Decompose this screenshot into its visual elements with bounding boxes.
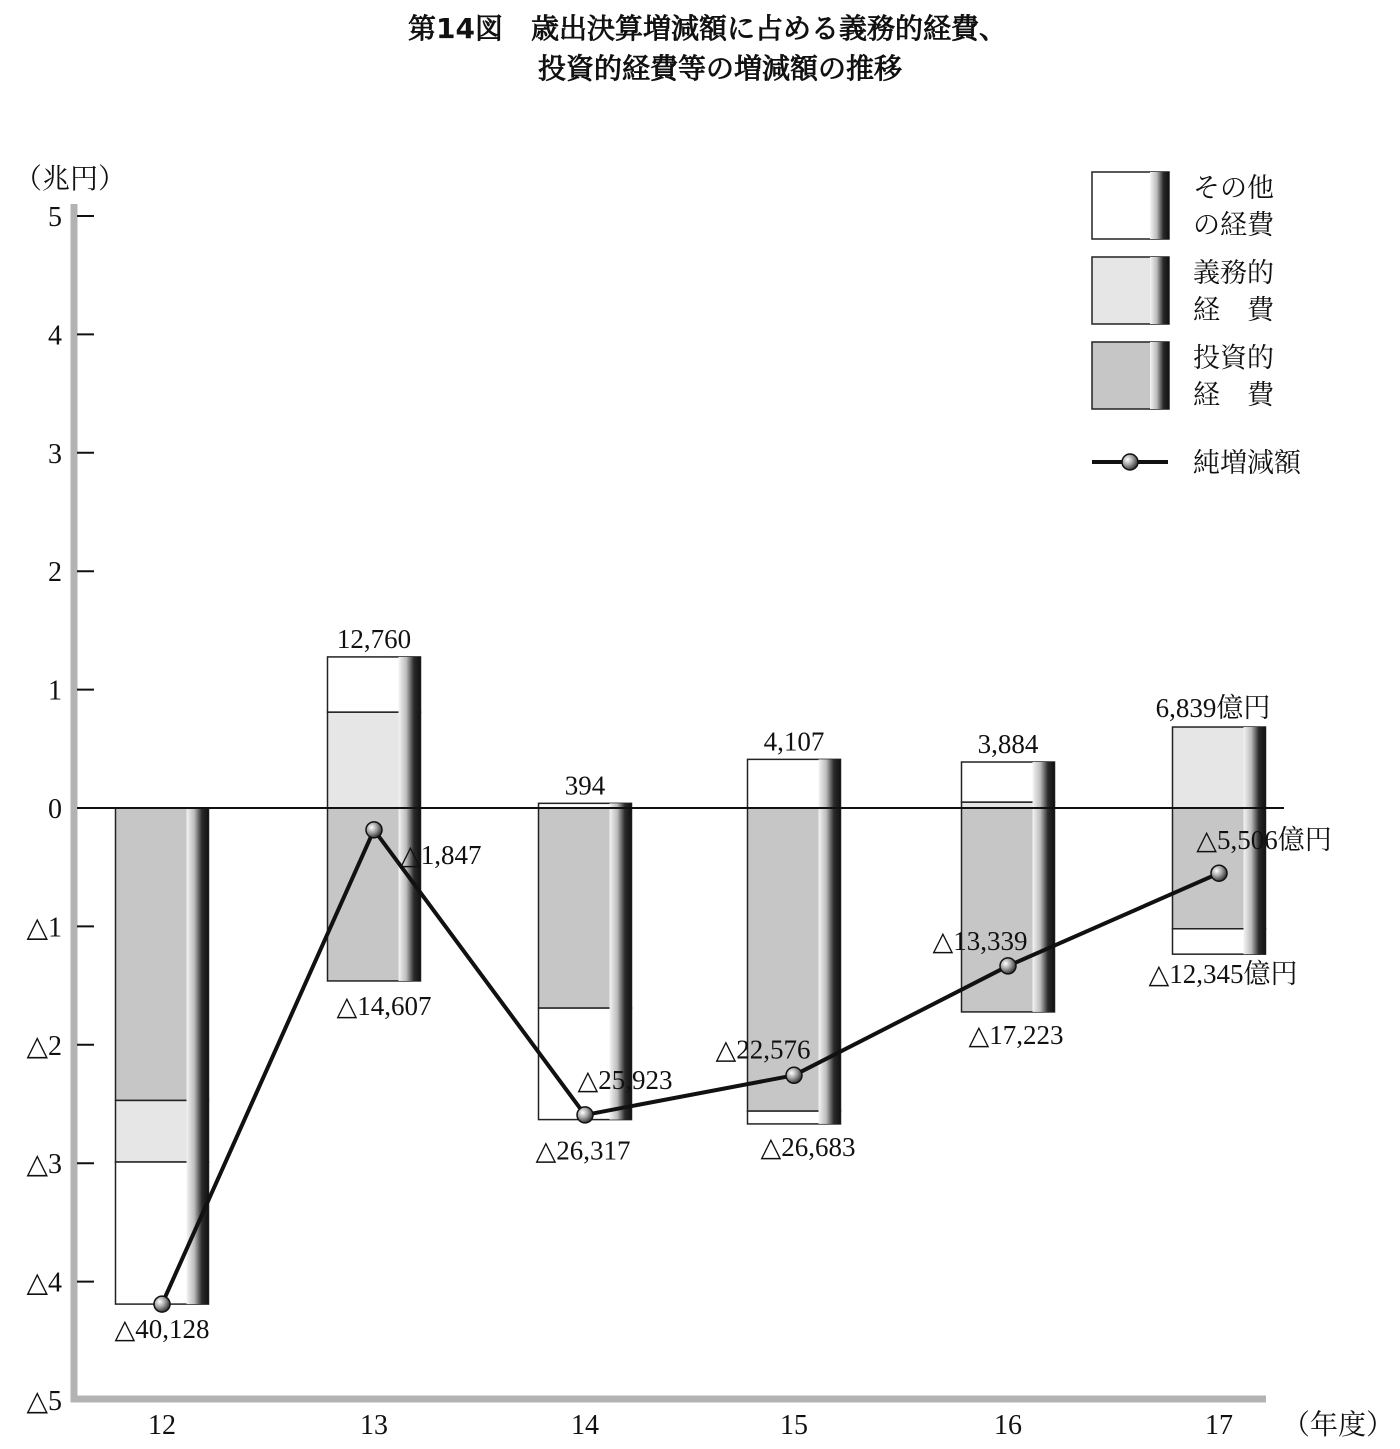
data-labels — [114, 624, 1331, 1344]
y-tick-label: △5 — [26, 1386, 62, 1417]
legend — [1092, 172, 1302, 479]
legend-label: 経 費 — [1193, 295, 1274, 326]
bar-shade-16 — [1033, 762, 1055, 1012]
y-tick-label: 2 — [48, 557, 62, 589]
y-tick-label: 5 — [48, 202, 62, 233]
data-label: △14,607 — [336, 990, 432, 1021]
x-tick-label: 17 — [1205, 1410, 1233, 1441]
data-label: 394 — [564, 770, 606, 801]
data-label: 6,839億円 — [1155, 693, 1271, 724]
data-label: △12,345億円 — [1148, 959, 1298, 990]
legend-marker-swatch — [1122, 454, 1138, 470]
data-label: △26,317 — [535, 1135, 631, 1166]
y-unit-label: （兆円） — [14, 164, 127, 195]
y-tick-label: △3 — [26, 1149, 62, 1181]
y-tick-label: △1 — [26, 912, 62, 944]
axes — [26, 202, 1266, 1441]
data-label: △13,339 — [932, 925, 1028, 956]
bars-group — [116, 657, 1266, 1304]
y-tick-label: 1 — [48, 675, 62, 707]
bar-shade-13 — [399, 657, 421, 981]
data-label: △5,506億円 — [1196, 825, 1332, 856]
data-label: 4,107 — [763, 726, 825, 757]
y-tick-label: 3 — [48, 438, 62, 470]
net-change-markers — [154, 822, 1227, 1312]
data-label: △17,223 — [968, 1019, 1064, 1050]
x-unit-label: （年度） — [1282, 1410, 1395, 1441]
chart-title-line-2: 投資的経費等の増減額の推移 — [538, 52, 903, 85]
data-label: △40,128 — [114, 1314, 210, 1345]
legend-label: 純増減額 — [1193, 448, 1301, 479]
legend-label: その他 — [1193, 173, 1274, 204]
bar-shade-12 — [187, 808, 209, 1304]
legend-label: 投資的 — [1193, 343, 1274, 374]
legend-label: 義務的 — [1193, 258, 1274, 289]
net-change-point-12 — [154, 1296, 170, 1312]
net-change-line — [162, 830, 1219, 1304]
legend-label: の経費 — [1193, 210, 1274, 241]
x-tick-label: 12 — [148, 1410, 176, 1441]
y-tick-label: △2 — [26, 1030, 62, 1062]
legend-label: 経 費 — [1193, 380, 1274, 411]
net-change-point-17 — [1211, 865, 1227, 881]
net-change-point-13 — [366, 822, 382, 838]
y-tick-label: 4 — [48, 320, 62, 352]
data-label: 3,884 — [977, 729, 1039, 760]
y-tick-label: △4 — [26, 1267, 62, 1299]
chart-title-line-1: 第14図 歳出決算増減額に占める義務的経費、 — [408, 12, 1007, 45]
data-label: △1,847 — [400, 839, 482, 870]
x-tick-label: 15 — [780, 1410, 808, 1441]
data-label: △26,683 — [760, 1131, 856, 1162]
x-tick-label: 16 — [994, 1410, 1022, 1441]
x-tick-label: 13 — [360, 1410, 388, 1441]
y-tick-label: 0 — [48, 794, 62, 825]
legend-swatch-shade — [1150, 172, 1169, 239]
data-label: 12,760 — [336, 623, 412, 654]
net-change-point-16 — [1000, 958, 1016, 974]
x-tick-label: 14 — [571, 1410, 599, 1441]
legend-swatch-shade — [1150, 257, 1169, 324]
net-change-point-14 — [577, 1107, 593, 1123]
bar-shade-15 — [819, 759, 841, 1124]
data-label: △25,923 — [577, 1064, 673, 1095]
net-change-point-15 — [786, 1067, 802, 1083]
legend-swatch-shade — [1150, 342, 1169, 409]
data-label: △22,576 — [715, 1034, 811, 1065]
